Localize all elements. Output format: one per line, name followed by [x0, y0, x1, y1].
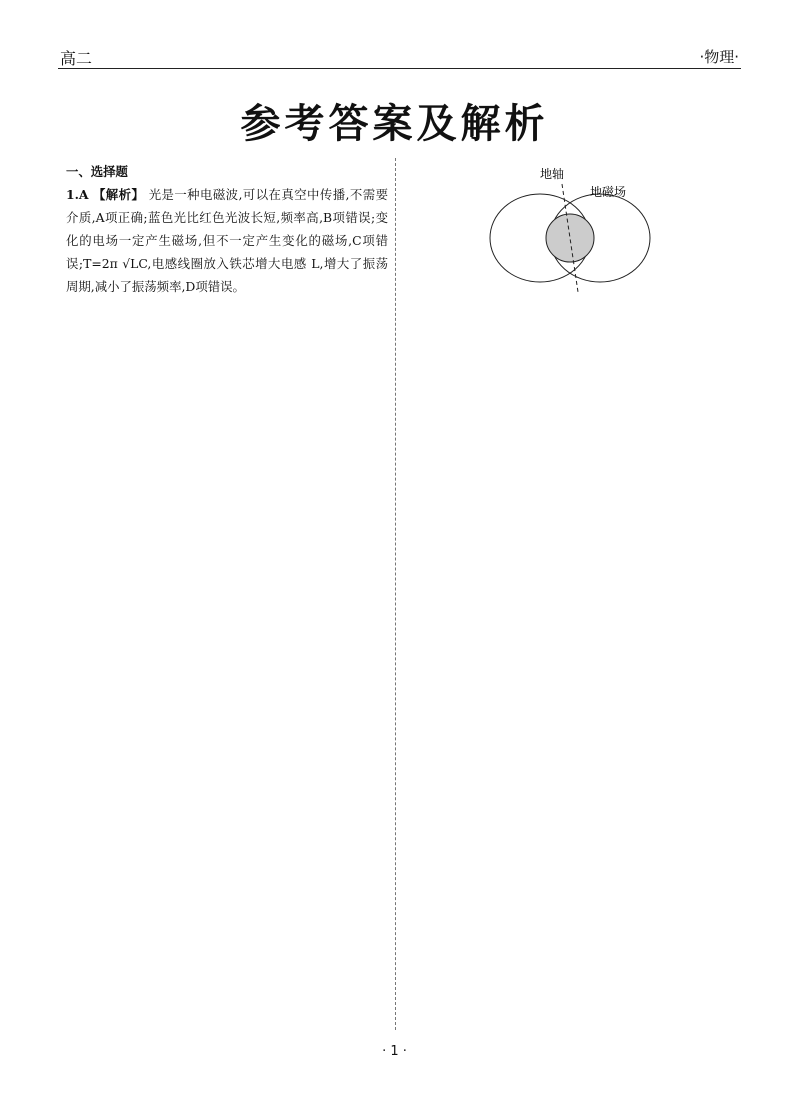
answer-1 [66, 183, 388, 298]
earth-axis-label: 地轴 [540, 167, 565, 181]
subject-label: ·物理· [699, 48, 739, 66]
earth-field-label: 地磁场 [590, 185, 627, 199]
earth-magnetic-field-figure [480, 164, 660, 296]
page-title: 参考答案及解析 [240, 101, 549, 147]
right-column [402, 160, 736, 302]
answer-1-text: 光是一种电磁波,可以在真空中传播,不需要介质,A项正确;蓝色光比红色光波长短,频率高,B项错误;变化的电场一定产生磁场,但不一定产生变化的磁场,C项错误;T=2π √LC,电感线圈放入铁芯增大电感 L,增大了振荡周期,减小了振荡频率,D项错误。 [66, 187, 388, 294]
page-header [58, 44, 741, 69]
grade-label: 高二 [60, 49, 93, 68]
column-divider [395, 158, 396, 1030]
section-heading: 一、选择题 [66, 164, 128, 179]
left-column [66, 160, 388, 298]
answer-1-number: 1.A [66, 187, 89, 202]
answer-1-tag: 【解析】 [92, 187, 145, 202]
page-number: · 1 · [382, 1044, 407, 1059]
